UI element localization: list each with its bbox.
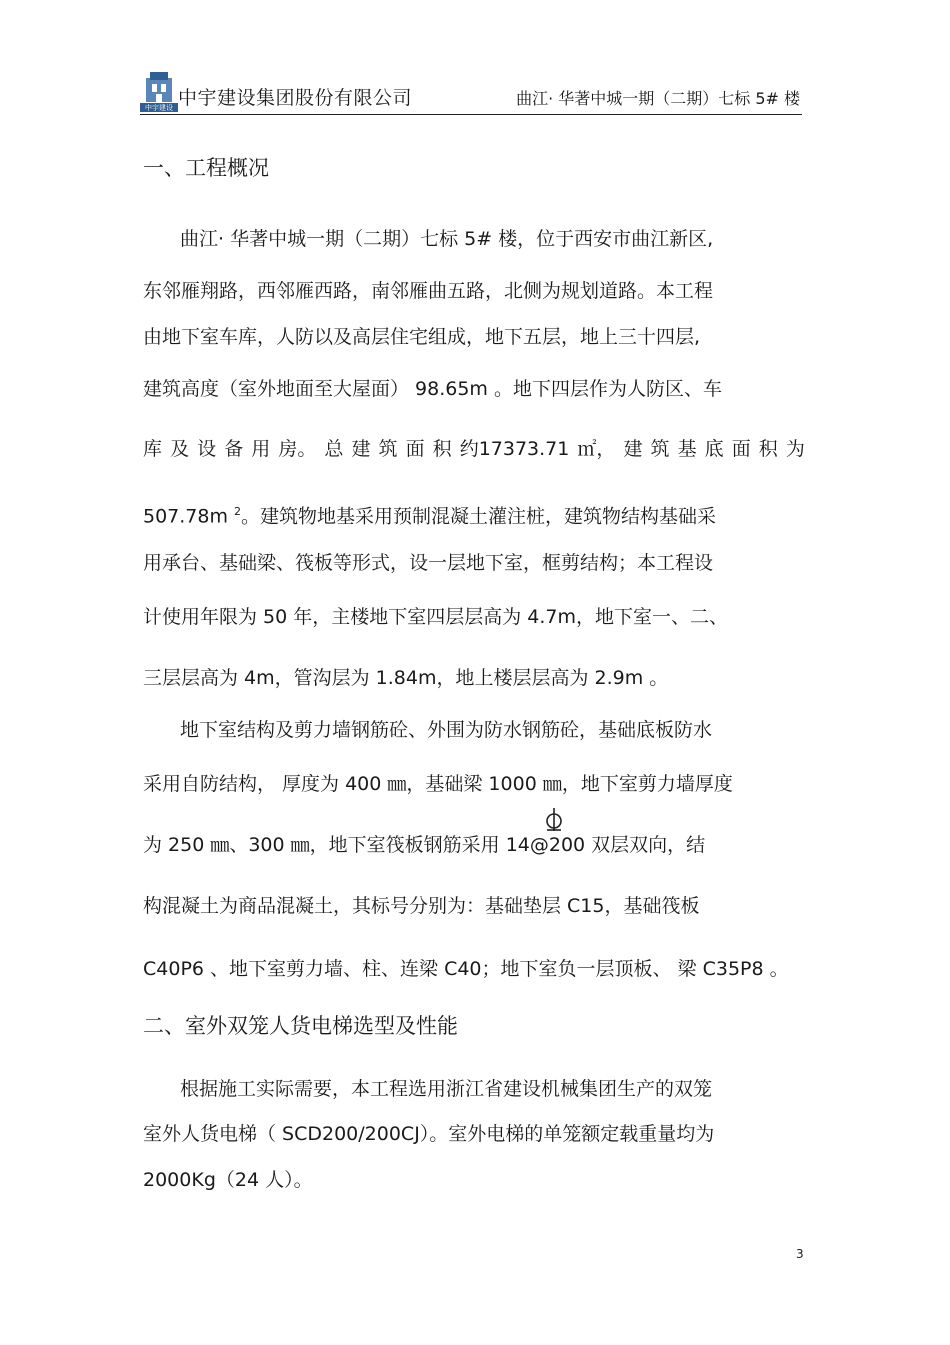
text-line: 用承台、基础梁、筏板等形式，设一层地下室，框剪结构；本工程设 — [143, 552, 714, 574]
text-line: 地下室结构及剪力墙钢筋砼、外围为防水钢筋砼，基础底板防水 — [180, 719, 713, 741]
rebar-grade-symbol-icon — [544, 806, 564, 832]
company-logo-icon — [140, 68, 178, 112]
text-line: 计使用年限为 50 年，主楼地下室四层层高为 4.7m，地下室一、二、 — [143, 606, 729, 628]
text-line: 根据施工实际需要，本工程选用浙江省建设机械集团生产的双笼 — [180, 1078, 713, 1100]
text-line: C40P6 、地下室剪力墙、柱、连梁 C40；地下室负一层顶板、 梁 C35P8 。 — [143, 958, 789, 980]
text-line: 室外人货电梯（ SCD200/200CJ）。室外电梯的单笼额定载重量均为 — [143, 1123, 715, 1145]
text-line: 采用自防结构， 厚度为 400 ㎜，基础梁 1000 ㎜，地下室剪力墙厚度 — [143, 773, 733, 795]
page-header — [140, 68, 802, 115]
section-heading-1: 一、工程概况 — [143, 156, 269, 180]
text-line: 由地下室车库，人防以及高层住宅组成，地下五层，地上三十四层, — [143, 326, 701, 348]
logo-text: 中宇建设 — [145, 104, 173, 112]
text-line: 507.78m $^2$。建筑物地基采用预制混凝土灌注桩，建筑物结构基础采 — [143, 505, 717, 528]
text-line: 构混凝土为商品混凝土，其标号分别为：基础垫层 C15，基础筏板 — [143, 895, 700, 917]
company-name: 中宇建设集团股份有限公司 — [178, 87, 413, 109]
text-line: 三层层高为 4m，管沟层为 1.84m，地上楼层层高为 2.9m 。 — [143, 667, 669, 689]
project-name: 曲江· 华著中城一期（二期）七标 5# 楼 — [516, 89, 800, 108]
text-line-justified: 库 及 设 备 用 房。 总 建 筑 面 积 约17373.71 ㎡， 建 筑 基 底 面 积 为 — [143, 438, 805, 460]
text-line: 东邻雁翔路，西邻雁西路，南邻雁曲五路，北侧为规划道路。本工程 — [143, 280, 714, 302]
text-line: 曲江· 华著中城一期（二期）七标 5# 楼，位于西安市曲江新区, — [180, 228, 714, 250]
text-line: 为 250 ㎜、300 ㎜，地下室筏板钢筋采用 14@200 双层双向，结 — [143, 834, 706, 856]
page-number: 3 — [796, 1247, 804, 1261]
section-heading-2: 二、室外双笼人货电梯选型及性能 — [143, 1014, 458, 1038]
text-line: 2000Kg（24 人）。 — [143, 1169, 313, 1191]
text-line: 建筑高度（室外地面至大屋面） 98.65m 。地下四层作为人防区、车 — [143, 378, 722, 400]
